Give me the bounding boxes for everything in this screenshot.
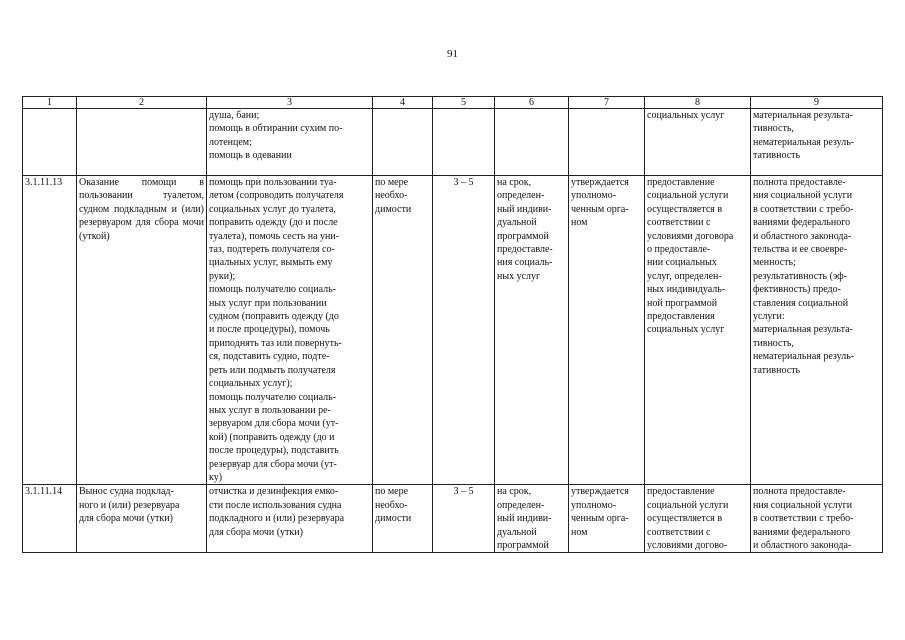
column-header: 8 [645,97,751,109]
term-cell [495,109,569,176]
page-number: 91 [447,48,458,60]
column-header: 1 [23,97,77,109]
service-name-cell [77,109,207,176]
conditions-cell: предоставление социальной услуги осуществляется в соответствии с условиями договора о предоставле- нии социальных услуг, определен- ных индивидуаль- ной программой предоставления социальных услуг [645,176,751,485]
column-header: 2 [77,97,207,109]
column-header: 9 [751,97,883,109]
column-header: 3 [207,97,373,109]
table-row [23,109,883,176]
column-header: 6 [495,97,569,109]
frequency-cell: по мере необхо- димости [373,485,433,553]
term-cell: на срок, определен- ный индиви- дуальной программой предоставле- ния социаль- ных услуг [495,176,569,485]
column-header: 7 [569,97,645,109]
service-code-cell [23,109,77,176]
service-name-cell: Вынос судна подклад- ного и (или) резервуара для сбора мочи (утки) [77,485,207,553]
duration-cell: 3 – 5 [433,485,495,553]
conditions-cell: социальных услуг [645,109,751,176]
approval-cell: утверждается уполномо- ченным орга- ном [569,176,645,485]
duration-cell [433,109,495,176]
column-header: 4 [373,97,433,109]
service-name-cell: Оказание помощи в пользовании туалетом, судном подкладным и (или) резервуаром для сбора мочи (уткой) [77,176,207,485]
column-number-row [23,97,883,109]
service-code-cell: 3.1.11.13 [23,176,77,485]
quality-cell: полнота предоставле- ния социальной услуги в соответствии с требо- ваниями федерального и областного законода- тельства и ее своевре- менность; результативность (эф- фективность) предо- ставления социальной услуги: материальная результа- тивность, нематериальная резуль- тативность [751,176,883,485]
service-content-cell: отчистка и дезинфекция емко- сти после использования судна подкладного и (или) резервуара для сбора мочи (утки) [207,485,373,553]
service-content-cell: помощь при пользовании туа- летом (сопроводить получателя социальных услуг до туалета, поправить одежду (до и после туалета), помочь сесть на уни- таз, подтереть получателя со- циальных услуг, вымыть ему руки); помощь получателю социаль- ных услуг при пользовании судном (поправить одежду (до и после процедуры), помочь приподнять таз или повернуть- ся, подставить судно, подте- реть или подмыть получателя социальных услуг); помощь получателю социаль- ных услуг в пользовании ре- зервуаром для сбора мочи (ут- кой) (поправить одежду (до и после процедуры), подставить резервуар для сбора мочи (ут- ку) [207,176,373,485]
service-code-cell: 3.1.11.14 [23,485,77,553]
approval-cell: утверждается уполномо- ченным орга- ном [569,485,645,553]
quality-cell: материальная результа- тивность, нематериальная резуль- тативность [751,109,883,176]
frequency-cell [373,109,433,176]
column-header: 5 [433,97,495,109]
approval-cell [569,109,645,176]
duration-cell: 3 – 5 [433,176,495,485]
table-row [23,176,883,485]
quality-cell: полнота предоставле- ния социальной услуги в соответствии с требо- ваниями федерального и областного законода- [751,485,883,553]
service-content-cell: душа, бани; помощь в обтирании сухим по- лотенцем; помощь в одевании [207,109,373,176]
services-table [22,96,883,553]
term-cell: на срок, определен- ный индиви- дуальной программой [495,485,569,553]
table-row [23,485,883,553]
frequency-cell: по мере необхо- димости [373,176,433,485]
conditions-cell: предоставление социальной услуги осуществляется в соответствии с условиями догово- [645,485,751,553]
